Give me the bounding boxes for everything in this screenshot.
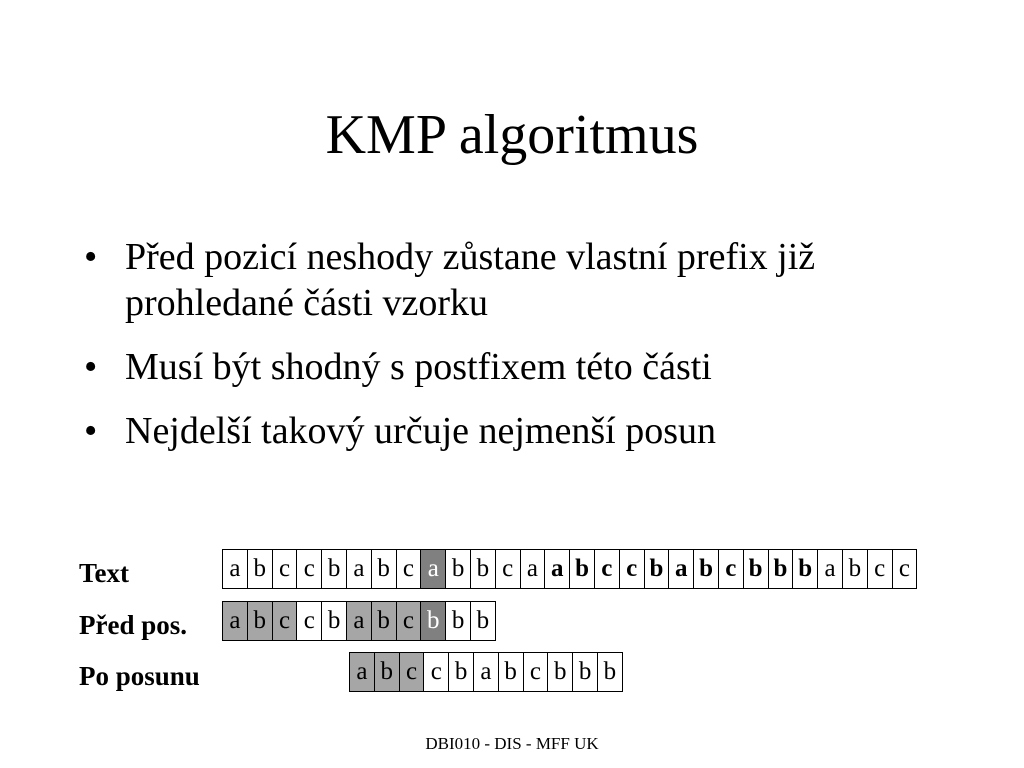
text-letter-cell: a <box>520 549 546 589</box>
bullet-marker: • <box>84 236 98 278</box>
bullet-marker: • <box>84 346 98 388</box>
bullet-list <box>84 234 944 472</box>
after-letter-cell: c <box>399 652 425 692</box>
before-letter-cell: b <box>371 601 397 641</box>
after-shift-row-label: Po posunu <box>79 661 200 691</box>
before-letter-cell: b <box>445 601 471 641</box>
bullet-item <box>84 408 944 454</box>
slide-title: KMP algoritmus <box>325 104 699 166</box>
text-letter-cell: b <box>644 549 670 589</box>
text-letter-cell: c <box>594 549 620 589</box>
before-letter-cell: a <box>346 601 372 641</box>
slide-footer: DBI010 - DIS - MFF UK <box>425 734 599 753</box>
text-row-cells <box>222 549 917 589</box>
before-letter-cell: b <box>470 601 496 641</box>
text-row-label: Text <box>79 558 130 588</box>
bullet-item <box>84 344 944 390</box>
text-letter-cell: b <box>693 549 719 589</box>
after-letter-cell: c <box>523 652 549 692</box>
before-letter-cell: c <box>396 601 422 641</box>
text-letter-cell: a <box>668 549 694 589</box>
after-letter-cell: b <box>374 652 400 692</box>
bullet-marker: • <box>84 410 98 452</box>
before-shift-row-label: Před pos. <box>79 610 187 640</box>
text-letter-cell: b <box>445 549 471 589</box>
after-letter-cell: b <box>498 652 524 692</box>
before-letter-cell: b <box>321 601 347 641</box>
text-letter-cell: c <box>718 549 744 589</box>
text-letter-cell: b <box>321 549 347 589</box>
text-letter-cell: a <box>817 549 843 589</box>
text-letter-cell: a <box>544 549 570 589</box>
before-letter-cell: a <box>222 601 248 641</box>
bullet-text: Před pozicí neshody zůstane vlastní prefix již prohledané části vzorku <box>125 236 816 324</box>
text-letter-cell: b <box>842 549 868 589</box>
after-letter-cell: b <box>547 652 573 692</box>
after-letter-cell: c <box>423 652 449 692</box>
before-letter-cell: c <box>296 601 322 641</box>
after-letter-cell: a <box>473 652 499 692</box>
bullet-item <box>84 234 944 326</box>
text-letter-cell: c <box>619 549 645 589</box>
text-letter-cell: a <box>420 549 446 589</box>
text-letter-cell: c <box>867 549 893 589</box>
before-shift-row-cells <box>222 601 496 641</box>
text-letter-cell: c <box>396 549 422 589</box>
text-letter-cell: c <box>272 549 298 589</box>
text-letter-cell: b <box>743 549 769 589</box>
text-letter-cell: c <box>495 549 521 589</box>
text-letter-cell: b <box>569 549 595 589</box>
text-letter-cell: a <box>222 549 248 589</box>
text-letter-cell: a <box>346 549 372 589</box>
text-letter-cell: b <box>371 549 397 589</box>
text-letter-cell: b <box>768 549 794 589</box>
text-letter-cell: b <box>792 549 818 589</box>
bullet-text: Musí být shodný s postfixem této části <box>125 346 712 388</box>
after-shift-row-cells <box>349 652 623 692</box>
after-letter-cell: b <box>572 652 598 692</box>
before-letter-cell: b <box>247 601 273 641</box>
text-letter-cell: c <box>296 549 322 589</box>
text-letter-cell: b <box>247 549 273 589</box>
before-letter-cell: c <box>272 601 298 641</box>
after-letter-cell: b <box>597 652 623 692</box>
after-letter-cell: b <box>448 652 474 692</box>
text-letter-cell: b <box>470 549 496 589</box>
after-letter-cell: a <box>349 652 375 692</box>
before-letter-cell: b <box>420 601 446 641</box>
bullet-text: Nejdelší takový určuje nejmenší posun <box>125 410 716 452</box>
text-letter-cell: c <box>892 549 918 589</box>
